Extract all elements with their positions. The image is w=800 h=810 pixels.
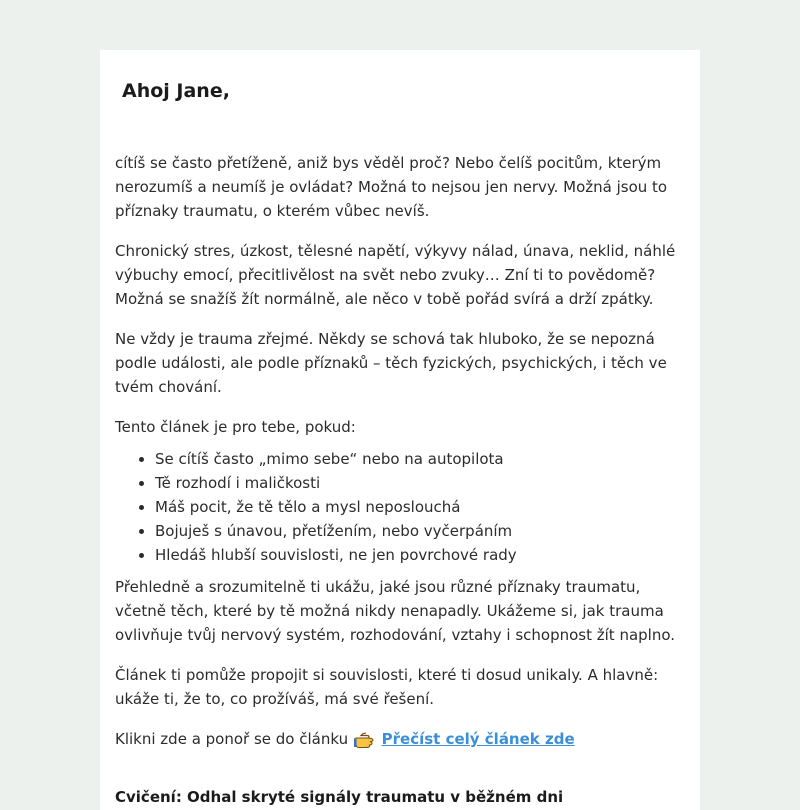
list-item: • Tě rozhodí i maličkosti [155, 471, 687, 495]
audience-list [115, 447, 687, 567]
list-item: • Bojuješ s únavou, přetížením, nebo vyčerpáním [155, 519, 687, 543]
pointing-hand-icon [353, 731, 375, 755]
email-card [100, 50, 700, 810]
list-item: • Se cítíš často „mimo sebe“ nebo na autopilota [155, 447, 687, 471]
list-item: • Hledáš hlubší souvislosti, ne jen povrchové rady [155, 543, 687, 567]
exercise-heading: Cvičení: Odhal skryté signály traumatu v běžném dni [115, 788, 564, 806]
email-body [115, 151, 687, 771]
benefit-paragraph: Článek ti pomůže propojit si souvislosti, které ti dosud unikaly. A hlavně: ukáže ti, že to, co prožíváš, má své řešení. [115, 666, 659, 708]
audience-intro: Tento článek je pro tebe, pokud: [115, 418, 356, 436]
greeting-heading: Ahoj Jane, [122, 80, 230, 102]
read-article-link[interactable]: Přečíst celý článek zde [381, 730, 575, 748]
cta-text: Klikni zde a ponoř se do článku [115, 730, 349, 748]
list-item: • Máš pocit, že tě tělo a mysl neposlouchá [155, 495, 687, 519]
intro-paragraph: cítíš se často přetíženě, aniž bys věděl proč? Nebo čelíš pocitům, kterým nerozumíš a neumíš je ovládat? Možná to nejsou jen nervy. Možná jsou to příznaky traumatu, o kterém vůbec nevíš. [115, 154, 668, 220]
hidden-trauma-paragraph: Ne vždy je trauma zřejmé. Někdy se schová tak hluboko, že se nepozná podle události, ale podle příznaků – těch fyzických, psychických, i těch ve tvém chování. [115, 330, 667, 396]
symptoms-paragraph: Chronický stres, úzkost, tělesné napětí, výkyvy nálad, únava, neklid, náhlé výbuchy emocí, přecitlivělost na svět nebo zvuky… Zní ti to povědomě? Možná se snažíš žít normálně, ale něco v tobě pořád svírá a drží zpátky. [115, 242, 676, 308]
article-summary-paragraph: Přehledně a srozumitelně ti ukážu, jaké jsou různé příznaky traumatu, včetně těch, které by tě možná nikdy nenapadly. Ukážeme si, jak trauma ovlivňuje tvůj nervový systém, rozhodování, vztahy i schopnost žít naplno. [115, 578, 676, 644]
cta-line [115, 727, 687, 755]
